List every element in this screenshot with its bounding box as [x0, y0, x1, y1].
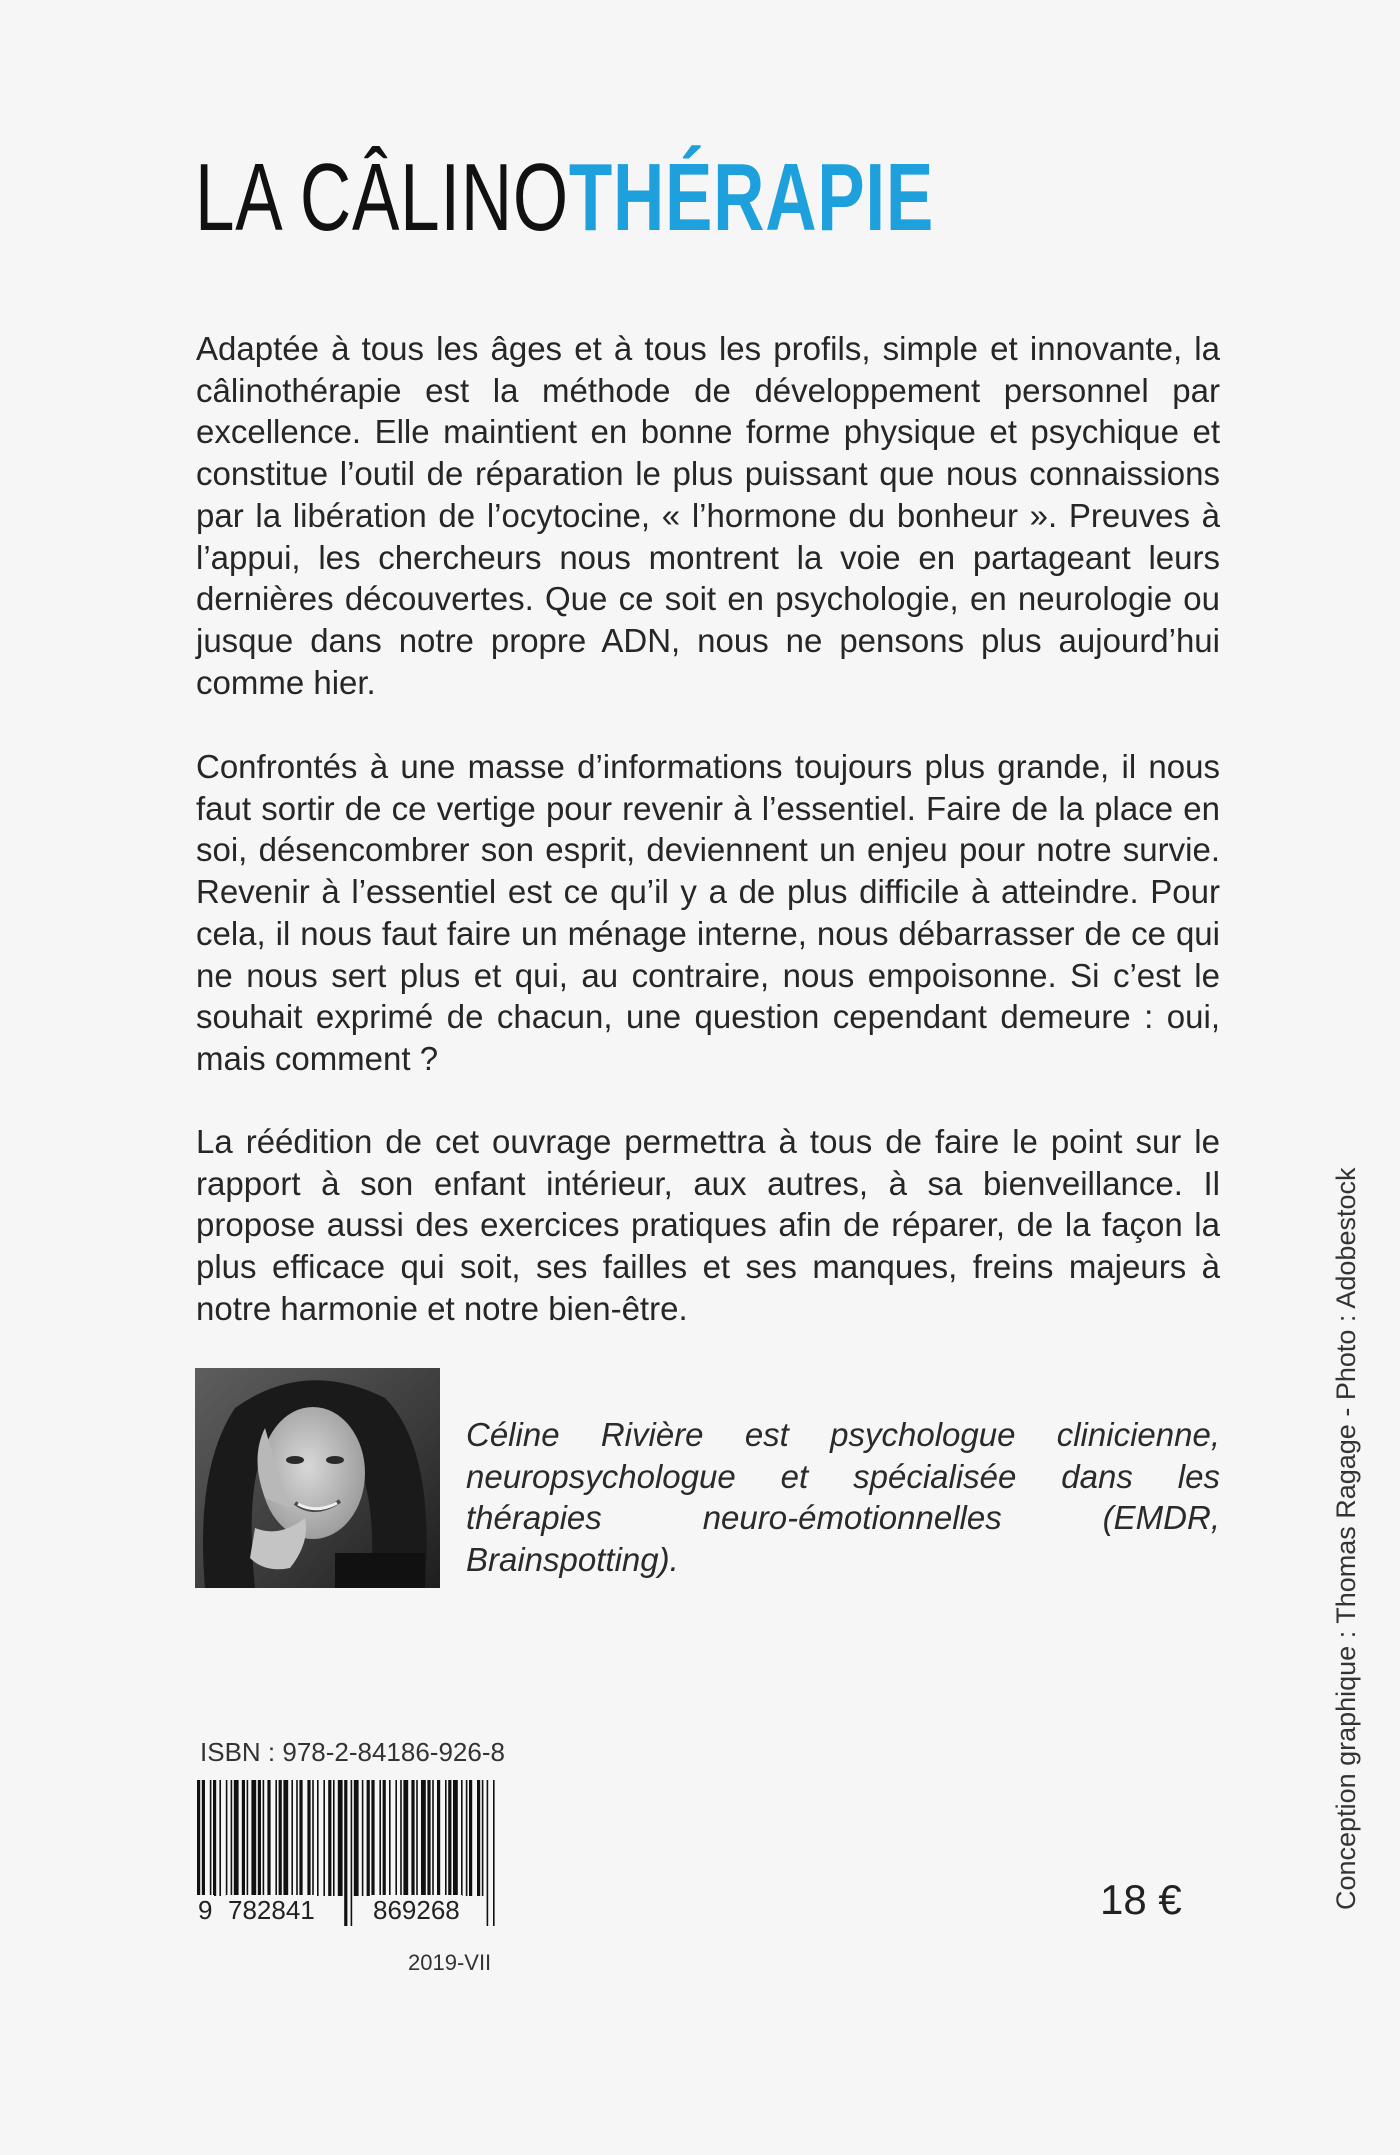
edition-code: 2019-VII — [408, 1950, 492, 1975]
author-bio: Céline Rivière est psychologue clinicienne, neuropsychologue et spécialisée dans les thérapies neuro-émotionnelles (EMDR, Brainspotting). — [466, 1416, 1220, 1579]
description-paragraph-1: Adaptée à tous les âges et à tous les profils, simple et innovante, la câlinothérapie est la méthode de développement personnel par excellence. Elle maintient en bonne forme physique et psychique et constitue l’outil de réparation le plus puissant que nous connaissions par la libération de l’ocytocine, « l’hormone du bonheur ». Preuves à l’appui, les chercheurs nous montrent la voie en partageant leurs dernières découvertes. Que ce soit en psychologie, en neurologie ou jusque dans notre propre ADN, nous ne pensons plus aujourd’hui comme hier. — [196, 330, 1220, 701]
barcode-digits — [196, 1895, 496, 1929]
description-paragraph-2: Confrontés à une masse d’informations toujours plus grande, il nous faut sortir de ce vertige pour revenir à l’essentiel. Faire de la place en soi, désencombrer son esprit, deviennent un enjeu pour notre survie. Revenir à l’essentiel est ce qu’il y a de plus difficile à atteindre. Pour cela, il nous faut faire un ménage interne, nous débarrasser de ce qui ne nous sert plus et qui, au contraire, nous empoisonne. Si c’est le souhait exprimé de chacun, une question cependant demeure : oui, mais comment ? — [196, 748, 1220, 1077]
barcode-digit-group2: 869268 — [373, 1895, 460, 1925]
description-paragraph-3: La réédition de cet ouvrage permettra à tous de faire le point sur le rapport à son enfant intérieur, aux autres, à sa bienveillance. Il propose aussi des exercices pratiques afin de réparer, de la façon la plus efficace qui soit, ses failles et ses manques, freins majeurs à notre harmonie et notre bien-être. — [196, 1123, 1220, 1327]
price: 18 € — [1100, 1876, 1182, 1923]
design-credit: Conception graphique : Thomas Ragage - Photo : Adobestock — [1331, 1167, 1361, 1910]
barcode-digit-first: 9 — [198, 1895, 213, 1925]
book-title-part2: THÉRAPIE — [568, 144, 934, 251]
author-portrait-image — [195, 1368, 440, 1588]
barcode-digit-group1: 782841 — [228, 1895, 315, 1925]
isbn-label: ISBN : 978-2-84186-926-8 — [200, 1737, 505, 1767]
book-title — [195, 144, 934, 251]
author-photo — [195, 1368, 440, 1588]
book-title-part1: LA CÂLINO — [195, 144, 569, 251]
